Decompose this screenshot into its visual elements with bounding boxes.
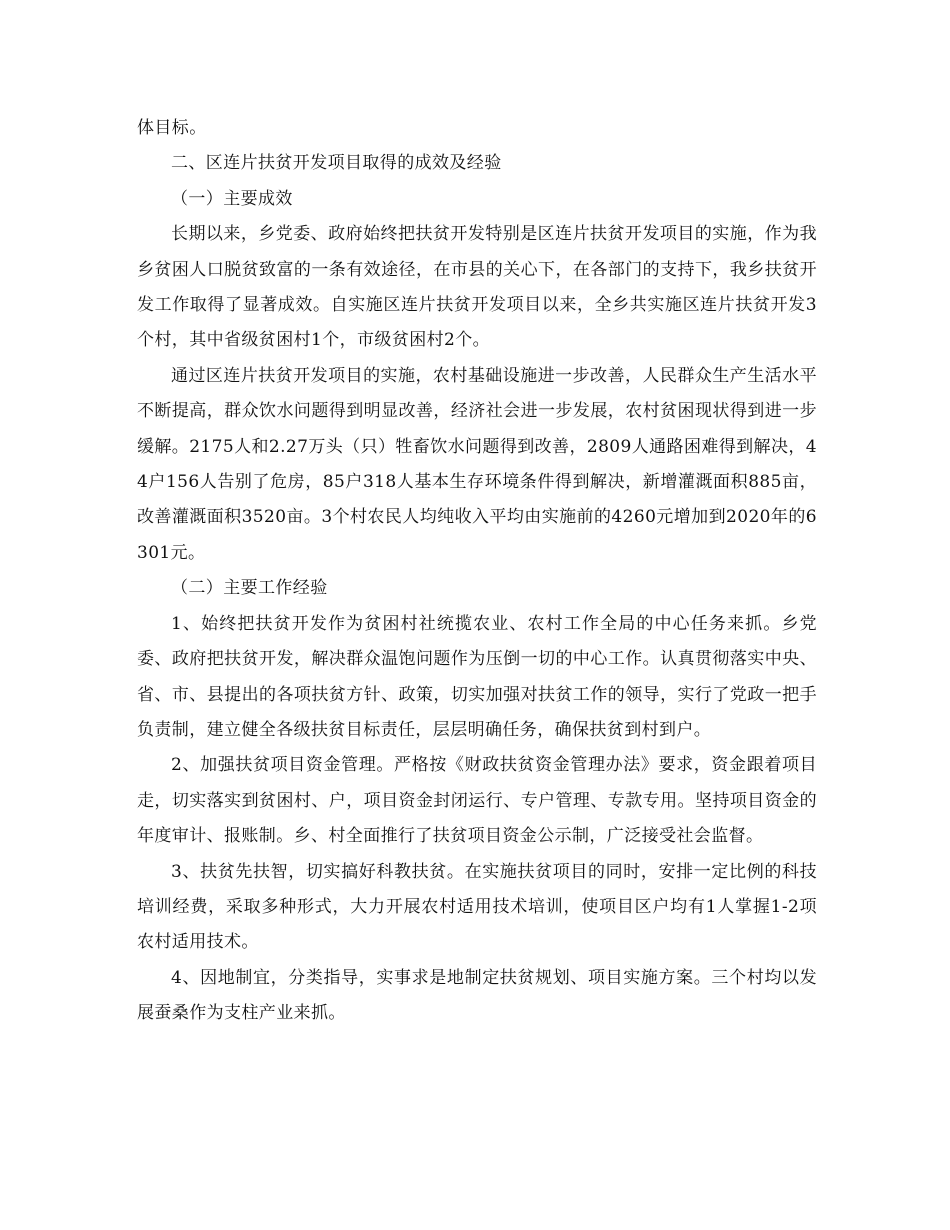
paragraph-experience-3: 3、扶贫先扶智，切实搞好科教扶贫。在实施扶贫项目的同时，安排一定比例的科技培训经费，采取多种形式，大力开展农村适用技术培训，使项目区户均有1人掌握1-2项农村适用技术。 — [137, 861, 817, 953]
paragraph-continuation: 体目标。 — [137, 118, 207, 138]
subsection-heading-achievements: （一）主要成效 — [171, 188, 293, 209]
subsection-heading-experience: （二）主要工作经验 — [171, 578, 328, 599]
section-heading: 二、区连片扶贫开发项目取得的成效及经验 — [171, 153, 502, 174]
paragraph-results: 通过区连片扶贫开发项目的实施，农村基础设施进一步改善，人民群众生产生活水平不断提高，群众饮水问题得到明显改善，经济社会进一步发展，农村贫困现状得到进一步缓解。2175人和2.27万头（只）牲畜饮水问题得到改善，2809人通路困难得到解决，44户156人告别了危房，85户318人基本生存环境条件得到解决，新增灌溉面积885亩，改善灌溉面积3520亩。3个村农民人均纯收入平均由实施前的4260元增加到2020年的6301元。 — [137, 365, 817, 563]
paragraph-experience-4: 4、因地制宜，分类指导，实事求是地制定扶贫规划、项目实施方案。三个村均以发展蚕桑作为支柱产业来抓。 — [137, 967, 817, 1024]
document-body — [137, 111, 817, 1032]
paragraph-experience-2: 2、加强扶贫项目资金管理。严格按《财政扶贫资金管理办法》要求，资金跟着项目走，切实落实到贫困村、户，项目资金封闭运行、专户管理、专款专用。坚持项目资金的年度审计、报账制。乡、村全面推行了扶贫项目资金公示制，广泛接受社会监督。 — [137, 755, 817, 847]
paragraph-overview: 长期以来，乡党委、政府始终把扶贫开发特别是区连片扶贫开发项目的实施，作为我乡贫困人口脱贫致富的一条有效途径，在市县的关心下，在各部门的支持下，我乡扶贫开发工作取得了显著成效。自实施区连片扶贫开发项目以来，全乡共实施区连片扶贫开发3个村，其中省级贫困村1个，市级贫困村2个。 — [137, 224, 817, 351]
paragraph-experience-1: 1、始终把扶贫开发作为贫困村社统揽农业、农村工作全局的中心任务来抓。乡党委、政府把扶贫开发，解决群众温饱问题作为压倒一切的中心工作。认真贯彻落实中央、省、市、县提出的各项扶贫方针、政策，切实加强对扶贫工作的领导，实行了党政一把手负责制，建立健全各级扶贫目标责任，层层明确任务，确保扶贫到村到户。 — [137, 613, 817, 740]
